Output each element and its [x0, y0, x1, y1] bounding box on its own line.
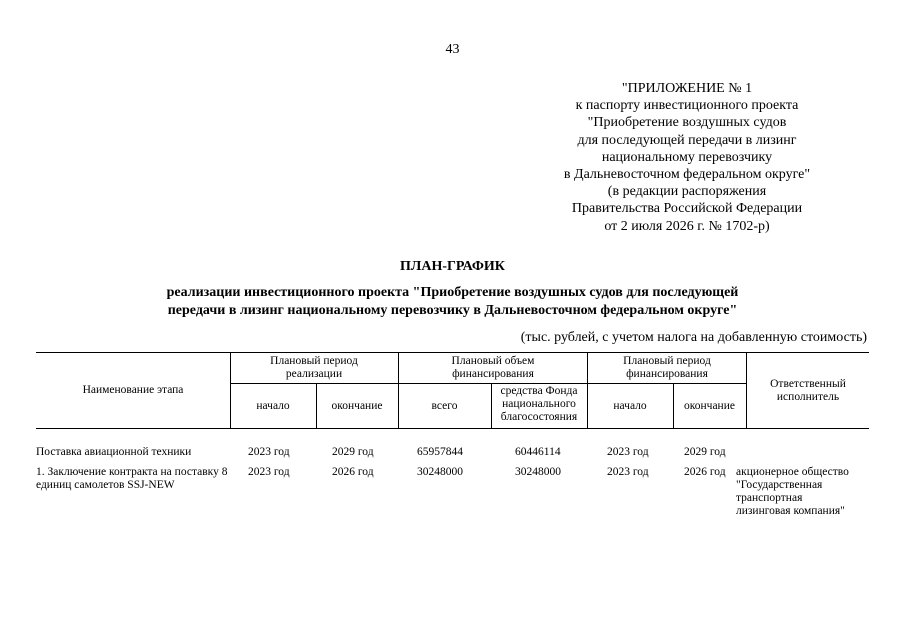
- table-top-rule: [36, 352, 869, 353]
- row-1-name: Поставка авиационной техники: [36, 446, 192, 458]
- row-2-fin-end: 2026 год: [684, 466, 726, 478]
- row-2-fin-start: 2023 год: [607, 466, 649, 478]
- header-fund: средства Фонда национального благосостояния: [500, 385, 578, 423]
- appendix-line: к паспорту инвестиционного проекта: [575, 98, 799, 114]
- header-total: всего: [431, 400, 458, 412]
- col-divider: [491, 383, 492, 428]
- col-divider: [230, 352, 231, 428]
- row-2-total: 30248000: [417, 466, 463, 478]
- appendix-line: "ПРИЛОЖЕНИЕ № 1: [621, 81, 753, 96]
- document-subtitle: [0, 284, 905, 320]
- header-impl-start: начало: [256, 400, 290, 412]
- appendix-block: [507, 80, 867, 235]
- header-responsible: Ответственный исполнитель: [770, 378, 846, 403]
- row-2-name: 1. Заключение контракта на поставку 8 единиц самолетов SSJ-NEW: [36, 466, 228, 491]
- appendix-line: (в редакции распоряжения: [607, 184, 767, 200]
- units-note: (тыс. рублей, с учетом налога на добавленную стоимость): [520, 330, 867, 345]
- row-1-impl-end: 2029 год: [332, 446, 374, 458]
- col-divider: [587, 352, 588, 428]
- header-stage-name: Наименование этапа: [82, 384, 184, 396]
- row-1-fin-end: 2029 год: [684, 446, 726, 458]
- appendix-line: Правительства Российской Федерации: [571, 201, 803, 217]
- row-2-fund: 30248000: [515, 466, 561, 478]
- appendix-line: от 2 июля 2026 г. № 1702-р): [604, 218, 770, 234]
- row-2-responsible: акционерное общество "Государственная транспортная лизинговая компания": [736, 466, 849, 517]
- table-header-bottom-rule: [36, 428, 869, 429]
- appendix-line: "Приобретение воздушных судов: [587, 115, 787, 131]
- document-title: ПЛАН-ГРАФИК: [400, 259, 505, 274]
- appendix-line: для последующей передачи в лизинг: [577, 132, 797, 148]
- appendix-line: национальному перевозчику: [601, 149, 773, 165]
- header-period-fin: Плановый период финансирования: [623, 355, 711, 380]
- col-divider: [746, 352, 747, 428]
- header-fin-start: начало: [613, 400, 647, 412]
- col-divider: [398, 352, 399, 428]
- subtitle-line-1: реализации инвестиционного проекта "Приобретение воздушных судов для последующей: [166, 285, 739, 300]
- header-impl-end: окончание: [331, 400, 383, 412]
- row-1-impl-start: 2023 год: [248, 446, 290, 458]
- appendix-line: в Дальневосточном федеральном округе": [563, 167, 811, 183]
- row-1-fund: 60446114: [515, 446, 561, 458]
- header-fin-end: окончание: [684, 400, 735, 412]
- header-volume-fin: Плановый объем финансирования: [451, 355, 535, 380]
- header-period-impl: Плановый период реализации: [270, 355, 358, 380]
- row-1-fin-start: 2023 год: [607, 446, 649, 458]
- row-2-impl-end: 2026 год: [332, 466, 374, 478]
- row-1-total: 65957844: [417, 446, 463, 458]
- page-number: 43: [445, 42, 460, 57]
- row-2-impl-start: 2023 год: [248, 466, 290, 478]
- table-header-mid-rule: [230, 383, 746, 384]
- subtitle-line-2: передачи в лизинг национальному перевозчику в Дальневосточном федеральном округе": [167, 303, 738, 318]
